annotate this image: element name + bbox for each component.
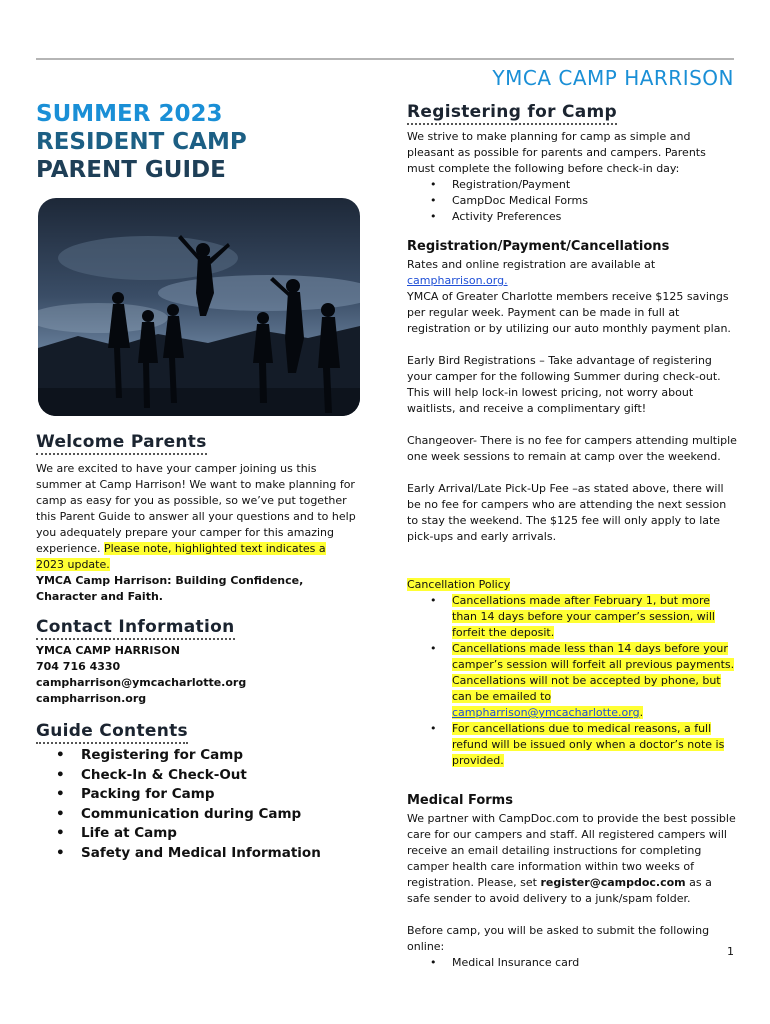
payment-rates-text: Rates and online registration are available at [407,258,656,271]
payment-early-bird: Early Bird Registrations – Take advantage of registering your camper for the following Summer during check-out. This will help lock-in lowest pricing, not worry about waitlists, and receive a complimentary gift! [407,354,721,415]
left-column [36,100,356,184]
registering-item: • Activity Preferences [452,209,737,225]
brand-title: YMCA CAMP HARRISON [492,66,734,90]
guide-item: • Check-In & Check-Out [81,766,356,786]
guide-item: • Communication during Camp [81,805,356,825]
payment-changeover: Changeover- There is no fee for campers attending multiple one week sessions to remain at camp over the weekend. [407,434,737,463]
contact-section [36,617,356,707]
welcome-body [36,461,356,573]
medical-list [407,955,737,971]
registering-list [407,177,737,225]
cancellation-item [452,593,737,641]
guide-item: • Packing for Camp [81,785,356,805]
guide-list [36,746,356,863]
cancellation-item-3: For cancellations due to medical reasons, a full refund will be issued only when a doctor’s note is provided. [452,722,725,767]
cancellation-heading-line [407,577,737,593]
contact-name: YMCA CAMP HARRISON [36,644,180,657]
payment-rates-link[interactable]: campharrison.org. [407,274,508,287]
cancellation-item [452,721,737,769]
cancellation-item-1: Cancellations made after February 1, but more than 14 days before your camper’s session, will forfeit the deposit. [452,594,715,639]
registering-item: • CampDoc Medical Forms [452,193,737,209]
welcome-tagline: YMCA Camp Harrison: Building Confidence, Character and Faith. [36,574,304,603]
guide-item: • Registering for Camp [81,746,356,766]
welcome-highlight: Please note, highlighted text indicates a 2023 update. [36,542,326,571]
cancellation-item-2-end: . [639,706,644,719]
payment-early-arrival: Early Arrival/Late Pick-Up Fee –as stated above, there will be no fee for campers who are attending the next session to stay the weekend. The $125 fee will only apply to late pick-ups and early arrivals. [407,482,727,543]
contact-heading: Contact Information [36,617,235,640]
guide-section [36,721,356,863]
title-line-1: SUMMER 2023 [36,101,223,127]
medical-heading: Medical Forms [407,793,513,808]
contact-email[interactable]: campharrison@ymcacharlotte.org [36,676,247,689]
contact-website[interactable]: campharrison.org [36,692,147,705]
campers-silhouette-photo [38,198,360,416]
welcome-text: We are excited to have your camper joining us this summer at Camp Harrison! We want to make planning for camp as easy for you as possible, so we’ve put together this Parent Guide to answer all your questions and to help you adequately prepare your camper for this amazing experience. [36,462,356,555]
medical-before: Before camp, you will be asked to submit the following online: [407,924,710,953]
medical-body-1: We partner with CampDoc.com to provide the best possible care for our campers and staff. All registered campers will receive an email detailing instructions for completing camper health care information within two weeks of registration. Please, set [407,812,736,889]
cancellation-email-link[interactable]: campharrison@ymcacharlotte.org [452,706,640,719]
guide-item: • Safety and Medical Information [81,844,356,864]
registering-intro: We strive to make planning for camp as simple and pleasant as possible for parents and campers. Parents must complete the following before check-in day: [407,130,706,175]
title-line-3: PARENT GUIDE [36,157,226,183]
cancellation-item-2: Cancellations made less than 14 days before your camper’s session will forfeit all previous payments. Cancellations will not be accepted by phone, but can be emailed to [452,642,735,703]
welcome-heading: Welcome Parents [36,432,207,455]
guide-heading: Guide Contents [36,721,188,744]
cancellation-item [452,641,737,721]
cancellation-heading: Cancellation Policy [407,578,511,591]
registering-heading: Registering for Camp [407,102,617,125]
welcome-section [36,432,356,605]
registering-item: • Registration/Payment [452,177,737,193]
medical-body [407,811,737,907]
right-column [407,102,737,971]
contact-phone[interactable]: 704 716 4330 [36,660,121,673]
medical-item: • Medical Insurance card [452,955,737,971]
medical-email[interactable]: register@campdoc.com [540,876,686,889]
guide-item: • Life at Camp [81,824,356,844]
payment-rates [407,257,737,289]
title-line-2: RESIDENT CAMP [36,129,247,155]
payment-heading: Registration/Payment/Cancellations [407,239,670,254]
payment-members: YMCA of Greater Charlotte members receive $125 savings per regular week. Payment can be made in full at registration or by utilizing our auto monthly payment plan. [407,290,731,335]
medical-body-2: as a safe sender to avoid delivery to a junk/spam folder. [407,876,712,905]
cancellation-list [407,593,737,769]
page-number: 1 [727,945,734,958]
header-rule [36,58,734,60]
photo-image [38,198,360,416]
